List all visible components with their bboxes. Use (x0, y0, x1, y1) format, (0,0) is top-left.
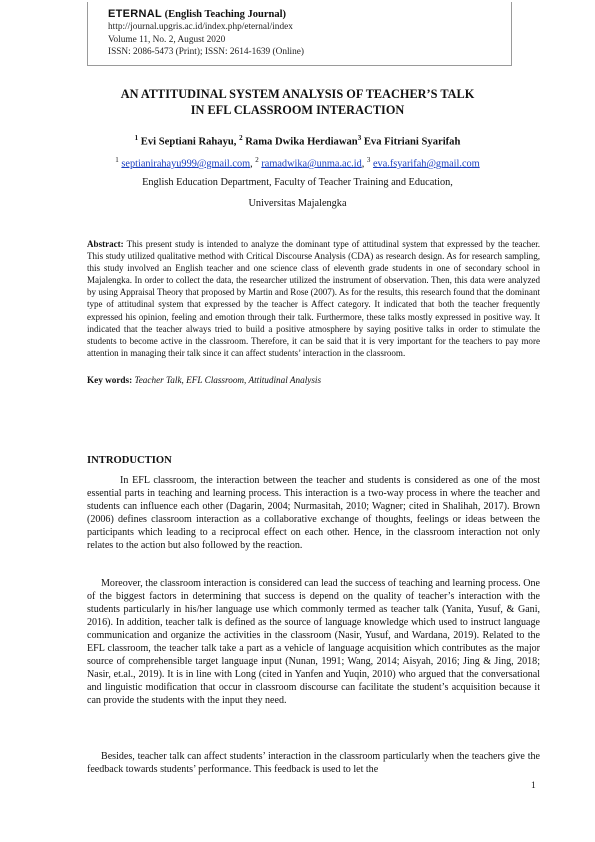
journal-volume: Volume 11, No. 2, August 2020 (108, 34, 226, 45)
abstract (87, 238, 540, 359)
keywords-text: Teacher Talk, EFL Classroom, Attitudinal Analysis (134, 375, 322, 385)
page-number: 1 (531, 781, 536, 791)
author-mark: 2 (239, 134, 243, 142)
journal-name: (English Teaching Journal) (164, 9, 287, 20)
affiliation-line-2: Universitas Majalengka (248, 198, 347, 209)
author-list (0, 134, 595, 148)
author-mark: 1 (134, 134, 139, 142)
keywords-label: Key words: (87, 375, 133, 385)
author-name: Eva Fitriani Syarifah (363, 136, 461, 148)
body-paragraph: Besides, teacher talk can affect students’ interaction in the classroom particularly when the teachers give the feedback towards students’ performance. This feedback is used to let the (87, 751, 540, 775)
email-link[interactable]: ramadwika@unma.ac.id (261, 158, 362, 170)
keywords (87, 375, 321, 385)
title-line-2: IN EFL CLASSROOM INTERACTION (190, 103, 405, 117)
affiliation-line-1: English Education Department, Faculty of Teacher Training and Education, (142, 177, 453, 188)
body-paragraph: In EFL classroom, the interaction between the teacher and students is considered as one of the most essential parts in teaching and learning process. This interaction is a two-way process in where the teacher and students can influence each other (Dagarin, 2004; Nurmasitah, 2010; Wagner; cited in Shalihah, 2017). Brown (2006) defines classroom interaction as a collaborative exchange of thoughts, feelings or ideas between the participants which leading to a reciprocal effect on each other. Hence, in the classroom interaction not only relates to the action but also followed by the reaction. (87, 475, 540, 551)
journal-header (87, 2, 512, 66)
email-mark: 2 (255, 156, 259, 164)
email-link[interactable]: septianirahayu999@gmail.com (121, 158, 251, 170)
journal-brand: ETERNAL (108, 8, 163, 20)
email-link[interactable]: eva.fsyarifah@gmail.com (372, 158, 480, 170)
email-mark: 3 (366, 156, 371, 164)
abstract-text: This present study is intended to analyze the dominant type of attitudinal system that expressed by the teacher. This study utilized qualitative method with Critical Discourse Analysis (CDA) as research design. As for research sampling, this study involved an English teacher and one science class of eleventh grade students in one of secondary school in Majalengka. In order to collect the data, the researcher utilized the instrument of observation. Then, this data were analyzed by using Appraisal Theory that proposed by Martin and Rose (2007). As for the results, this research found that the dominant type of attitudinal system that expressed by the teacher is Affect category. It indicated that both the teacher frequently expressed his opinion, feeling and emotion through their talk. Furthermore, these talks mostly expressed in positive way. It indicated that the teacher always tried to build a positive atmosphere by saying positive talks in order to stimulate the students to become active in the classroom. Therefore, it can be said that it is very important for the teachers to pay more attention in managing their talk since it can affect students’ interaction in the classroom. (87, 239, 540, 358)
journal-issn: ISSN: 2086-5473 (Print); ISSN: 2614-1639 (Online) (108, 47, 305, 57)
section-heading-introduction: INTRODUCTION (87, 455, 172, 466)
email-mark: 1 (115, 156, 119, 164)
title-line-1: AN ATTITUDINAL SYSTEM ANALYSIS OF TEACHER’S TALK (120, 87, 475, 101)
author-emails: $^1$ septianirahayu999@gmail.com, $^2$ ramadwika@unma.ac.id, $^3$ eva.fsyarifah@gmail.com (115, 156, 480, 170)
paper-title (0, 86, 595, 118)
journal-title (108, 8, 511, 21)
author-name: Evi Septiani Rahayu, (140, 136, 237, 148)
body-paragraph: Moreover, the classroom interaction is considered can lead the success of teaching and learning process. One of the biggest factors in determining that success is depend on the quality of teacher’s interaction with the students particularly in his/her language use which commonly termed as teacher talk (Yanita, Yusuf, & Gani, 2016). In addition, teacher talk is defined as the source of language knowledge which used to instruct language communication and organize the activities in the classroom (Nasir, Yusuf, and Wardana, 2019). Related to the EFL classroom, the teacher talk take a part as a vehicle of language acquisition which contributes as the major source of comprehensible target language input (Nunan, 1991; Wang, 2014; Aisyah, 2016; Jing & Jing, 2018; Nasir, et.al., 2019). It is in line with Long (cited in Yanfen and Yuqin, 2010) who argued that the conversational and linguistic modification that occur in classroom discourse can facilitate the student’s acquisition because it can provide the students with the input they need. (87, 578, 540, 706)
abstract-label: Abstract: (87, 239, 124, 249)
journal-url[interactable]: http://journal.upgris.ac.id/index.php/eternal/index (108, 22, 293, 32)
author-mark: 3 (357, 134, 362, 142)
author-name: Rama Dwika Herdiawan (245, 136, 358, 148)
